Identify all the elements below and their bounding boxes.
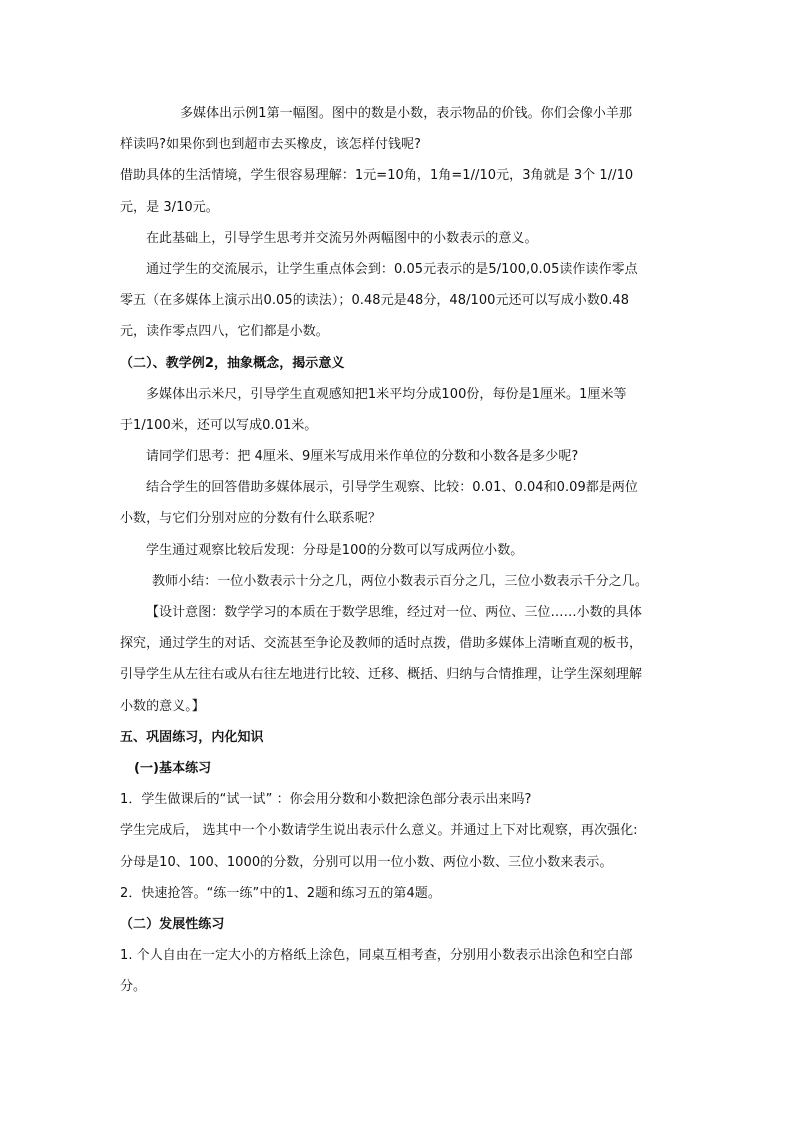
paragraph-line: 分母是10、100、1000的分数，分别可以用一位小数、两位小数、三位小数来表示。	[120, 854, 613, 870]
subsection-heading: (一)基本练习	[134, 760, 212, 776]
paragraph-line: 元，是 3/10元。	[120, 199, 219, 215]
paragraph-line: 学生通过观察比较后发现：分母是100的分数可以写成两位小数。	[146, 542, 524, 558]
list-item: 1. 个人自由在一定大小的方格纸上涂色，同桌互相考查，分别用小数表示出涂色和空白部	[120, 948, 633, 964]
list-item: 1．学生做课后的“试一试” ：你会用分数和小数把涂色部分表示出来吗?	[120, 792, 532, 808]
paragraph-line: 请同学们思考：把 4厘米、9厘米写成用米作单位的分数和小数各是多少呢?	[146, 449, 579, 465]
section-heading: （二）、教学例2，抽象概念，揭示意义	[120, 355, 345, 371]
paragraph-line: 通过学生的交流展示，让学生重点体会到：0.05元表示的是5/100,0.05读作读作零点	[146, 261, 638, 277]
section-heading: 五、巩固练习，内化知识	[120, 729, 264, 745]
paragraph-line: 小数，与它们分别对应的分数有什么联系呢？	[120, 511, 382, 527]
paragraph-line: 【设计意图：数学学习的本质在于数学思维，经过对一位、两位、三位……小数的具体	[146, 605, 642, 620]
paragraph-line: 结合学生的回答借助多媒体展示，引导学生观察、比较：0.01、0.04和0.09都是两位	[146, 480, 638, 496]
paragraph-line: 于1/100米，还可以写成0.01米。	[120, 417, 318, 433]
paragraph-line: 多媒体出示例1第一幅图。图中的数是小数，表示物品的价钱。你们会像小羊那	[180, 106, 633, 121]
paragraph-line: 零五（在多媒体上演示出0.05的读法）；0.48元是48分，48/100元还可以写成小数0.48	[120, 293, 630, 309]
list-item: 2．快速抢答。“练一练”中的1、2题和练习五的第4题。	[120, 885, 441, 901]
paragraph-line: 借助具体的生活情境，学生很容易理解：1元=10角，1角=1//10元，3角就是 3个 1//10	[120, 168, 634, 184]
document-body	[120, 98, 680, 1002]
paragraph-line: 引导学生从左往右或从右往左地进行比较、迁移、概括、归纳与合情推理，让学生深刻理解	[120, 667, 643, 683]
paragraph-line: 样读吗?如果你到也到超市去买橡皮，该怎样付钱呢?	[120, 137, 421, 153]
paragraph-line: 学生完成后， 选其中一个小数请学生说出表示什么意义。并通过上下对比观察，再次强化:	[120, 823, 638, 839]
subsection-heading: （二）发展性练习	[120, 916, 225, 932]
paragraph-line: 小数的意义。】	[120, 698, 205, 714]
paragraph-line: 在此基础上，引导学生思考并交流另外两幅图中的小数表示的意义。	[146, 230, 538, 246]
paragraph-line: 探究，通过学生的对话、交流甚至争论及教师的适时点拨，借助多媒体上清晰直观的板书，	[120, 636, 643, 652]
paragraph-line: 元，读作零点四八，它们都是小数。	[120, 324, 329, 340]
paragraph-line: 教师小结：一位小数表示十分之几，两位小数表示百分之几，三位小数表示千分之几。	[152, 573, 648, 589]
paragraph-line: 分。	[120, 979, 147, 995]
paragraph-line: 多媒体出示米尺，引导学生直观感知把1米平均分成100份，每份是1厘米。1厘米等	[146, 386, 627, 402]
